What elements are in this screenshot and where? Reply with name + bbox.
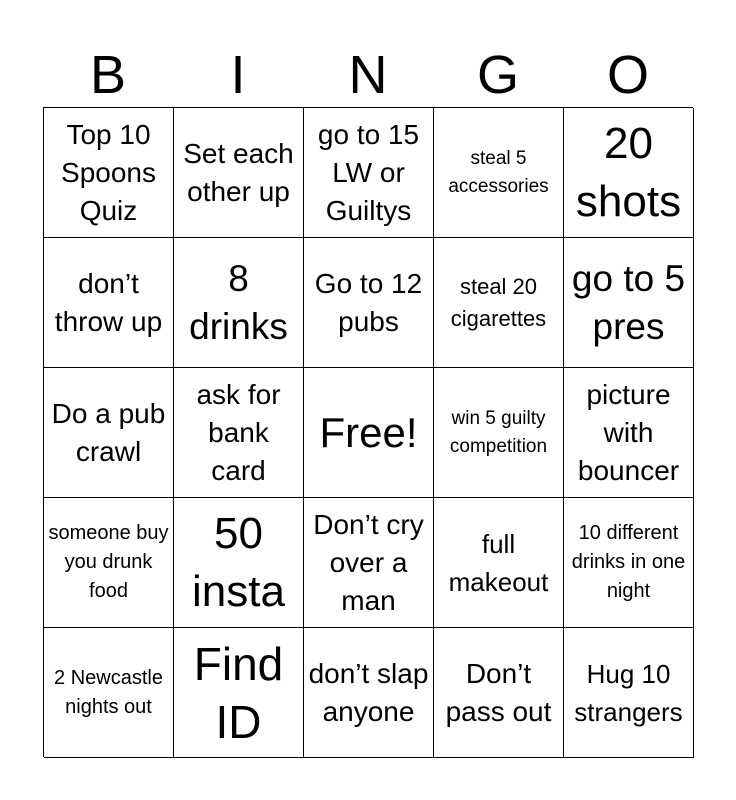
bingo-cell[interactable] [564, 368, 694, 498]
bingo-cell[interactable] [174, 368, 304, 498]
bingo-cell-text: Don’t pass out [445, 657, 552, 727]
bingo-cell[interactable] [564, 498, 694, 628]
bingo-cell-text: Set each other up [183, 137, 294, 207]
bingo-cell[interactable] [174, 498, 304, 628]
free-space-cell[interactable] [304, 368, 434, 498]
bingo-cell[interactable] [174, 628, 304, 758]
bingo-cell-text: picture with bouncer [577, 378, 680, 486]
bingo-cell-text: Don’t cry over a man [313, 508, 424, 616]
bingo-cell[interactable] [174, 238, 304, 368]
bingo-cell-text: 10 different drinks in one night [571, 522, 686, 602]
bingo-cell-text: 2 Newcastle nights out [54, 666, 163, 718]
free-space-text: Free! [319, 408, 418, 456]
bingo-cell[interactable] [304, 108, 434, 238]
bingo-cell[interactable] [174, 108, 304, 238]
bingo-cell[interactable] [434, 498, 564, 628]
bingo-header [43, 42, 693, 108]
bingo-cell[interactable] [304, 238, 434, 368]
bingo-cell-text: Top 10 Spoons Quiz [61, 118, 156, 226]
bingo-cell[interactable] [44, 108, 174, 238]
bingo-cell[interactable] [434, 628, 564, 758]
bingo-cell[interactable] [564, 108, 694, 238]
bingo-cell-text: 8 drinks [189, 257, 288, 347]
bingo-cell[interactable] [44, 498, 174, 628]
bingo-cell-text: Hug 10 strangers [574, 658, 683, 727]
bingo-cell-text: win 5 guilty competition [449, 407, 548, 457]
header-letter-o: O [606, 45, 649, 105]
bingo-cell-text: someone buy you drunk food [48, 522, 169, 602]
bingo-cell[interactable] [44, 628, 174, 758]
bingo-cell-text: steal 5 accessories [448, 147, 549, 197]
bingo-cell-text: Find ID [193, 637, 284, 748]
bingo-cell[interactable] [434, 108, 564, 238]
header-letter-g: G [476, 45, 519, 105]
bingo-cell[interactable] [434, 368, 564, 498]
bingo-cell-text: don’t slap anyone [308, 657, 429, 727]
bingo-cell[interactable] [304, 628, 434, 758]
bingo-cell-text: don’t throw up [54, 267, 163, 337]
bingo-cell[interactable] [44, 368, 174, 498]
bingo-grid [43, 107, 693, 757]
bingo-cell[interactable] [564, 628, 694, 758]
bingo-cell[interactable] [304, 498, 434, 628]
bingo-cell-text: 50 insta [192, 508, 285, 616]
bingo-cell-text: full makeout [448, 528, 549, 597]
bingo-cell[interactable] [564, 238, 694, 368]
bingo-cell-text: go to 5 pres [571, 257, 686, 347]
bingo-cell[interactable] [434, 238, 564, 368]
bingo-cell-text: ask for bank card [196, 378, 281, 486]
header-letter-i: I [230, 45, 246, 105]
bingo-cell-text: Do a pub crawl [51, 397, 166, 467]
bingo-cell-text: 20 shots [575, 118, 682, 226]
bingo-cell-text: go to 15 LW or Guiltys [317, 118, 420, 226]
bingo-cell-text: Go to 12 pubs [314, 267, 423, 337]
header-letter-b: B [89, 45, 127, 105]
bingo-cell-text: steal 20 cigarettes [450, 273, 547, 331]
bingo-cell[interactable] [44, 238, 174, 368]
header-letter-n: N [348, 45, 388, 105]
